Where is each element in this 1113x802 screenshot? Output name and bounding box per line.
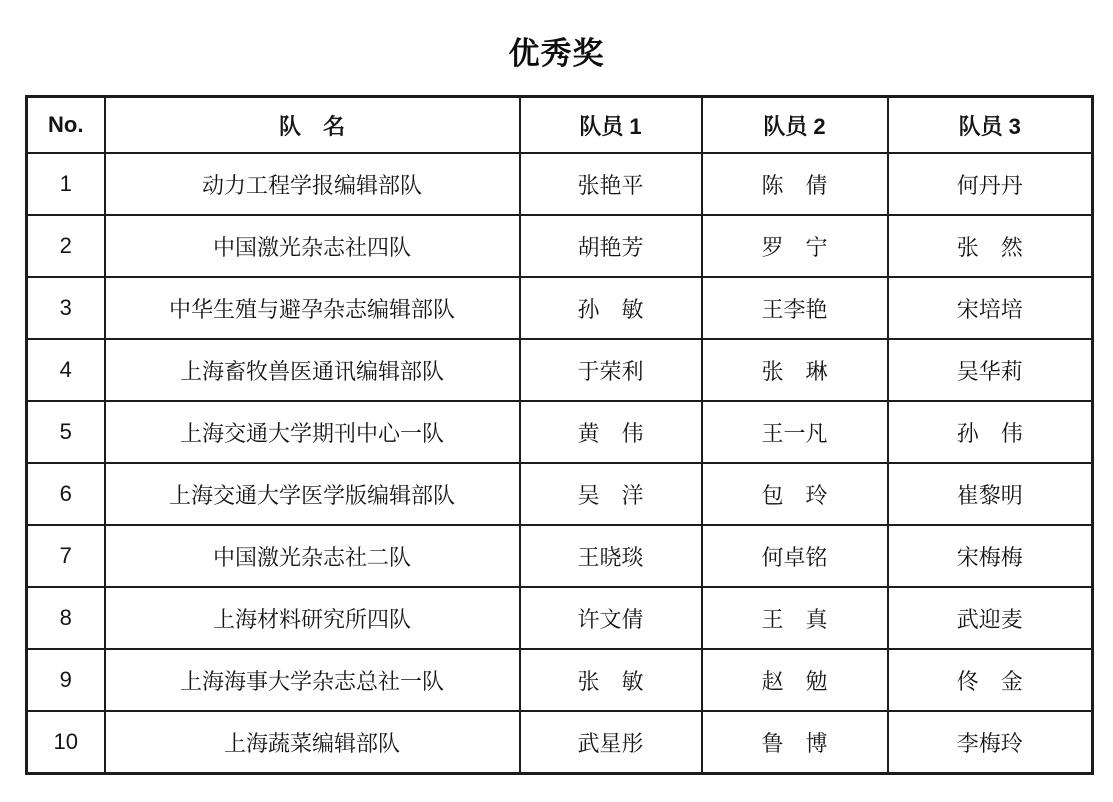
table-row [27, 339, 1093, 401]
cell-member3: 崔黎明 [888, 463, 1093, 525]
cell-member2: 包 玲 [702, 463, 888, 525]
cell-no: 6 [27, 463, 105, 525]
cell-team: 上海交通大学期刊中心一队 [105, 401, 520, 463]
cell-team: 上海交通大学医学版编辑部队 [105, 463, 520, 525]
cell-no: 3 [27, 277, 105, 339]
cell-no: 5 [27, 401, 105, 463]
table-row [27, 649, 1093, 711]
cell-no: 10 [27, 711, 105, 774]
cell-team: 动力工程学报编辑部队 [105, 153, 520, 215]
header-member3: 队员 3 [888, 97, 1093, 154]
table-body [27, 153, 1093, 774]
table-row [27, 153, 1093, 215]
header-member2: 队员 2 [702, 97, 888, 154]
header-no: No. [27, 97, 105, 154]
cell-member1: 王晓琰 [520, 525, 702, 587]
cell-member2: 张 琳 [702, 339, 888, 401]
table-row [27, 215, 1093, 277]
cell-member2: 王 真 [702, 587, 888, 649]
cell-member2: 何卓铭 [702, 525, 888, 587]
table-row [27, 277, 1093, 339]
table-row [27, 401, 1093, 463]
cell-member3: 吴华莉 [888, 339, 1093, 401]
cell-team: 上海海事大学杂志总社一队 [105, 649, 520, 711]
header-row [27, 97, 1093, 154]
cell-team: 上海材料研究所四队 [105, 587, 520, 649]
cell-team: 中国激光杂志社二队 [105, 525, 520, 587]
cell-member1: 黄 伟 [520, 401, 702, 463]
award-table [25, 95, 1094, 775]
cell-member3: 宋梅梅 [888, 525, 1093, 587]
cell-member3: 宋培培 [888, 277, 1093, 339]
cell-member3: 何丹丹 [888, 153, 1093, 215]
cell-member2: 赵 勉 [702, 649, 888, 711]
header-team: 队 名 [105, 97, 520, 154]
cell-no: 8 [27, 587, 105, 649]
table-row [27, 587, 1093, 649]
cell-team: 中华生殖与避孕杂志编辑部队 [105, 277, 520, 339]
cell-member3: 武迎麦 [888, 587, 1093, 649]
cell-no: 7 [27, 525, 105, 587]
table-row [27, 525, 1093, 587]
cell-member1: 张 敏 [520, 649, 702, 711]
cell-member1: 孙 敏 [520, 277, 702, 339]
cell-member2: 王李艳 [702, 277, 888, 339]
cell-member3: 佟 金 [888, 649, 1093, 711]
cell-member2: 鲁 博 [702, 711, 888, 774]
table-header [27, 97, 1093, 154]
cell-member1: 于荣利 [520, 339, 702, 401]
cell-member1: 吴 洋 [520, 463, 702, 525]
cell-member1: 武星彤 [520, 711, 702, 774]
table-row [27, 463, 1093, 525]
table-row [27, 711, 1093, 774]
cell-member3: 张 然 [888, 215, 1093, 277]
cell-member3: 孙 伟 [888, 401, 1093, 463]
cell-member1: 胡艳芳 [520, 215, 702, 277]
header-member1: 队员 1 [520, 97, 702, 154]
cell-member2: 罗 宁 [702, 215, 888, 277]
cell-no: 1 [27, 153, 105, 215]
cell-team: 上海蔬菜编辑部队 [105, 711, 520, 774]
cell-team: 上海畜牧兽医通讯编辑部队 [105, 339, 520, 401]
cell-no: 2 [27, 215, 105, 277]
cell-member2: 王一凡 [702, 401, 888, 463]
cell-no: 9 [27, 649, 105, 711]
cell-member1: 张艳平 [520, 153, 702, 215]
cell-member2: 陈 倩 [702, 153, 888, 215]
cell-no: 4 [27, 339, 105, 401]
cell-member3: 李梅玲 [888, 711, 1093, 774]
page-title: 优秀奖 [508, 36, 605, 71]
cell-team: 中国激光杂志社四队 [105, 215, 520, 277]
cell-member1: 许文倩 [520, 587, 702, 649]
